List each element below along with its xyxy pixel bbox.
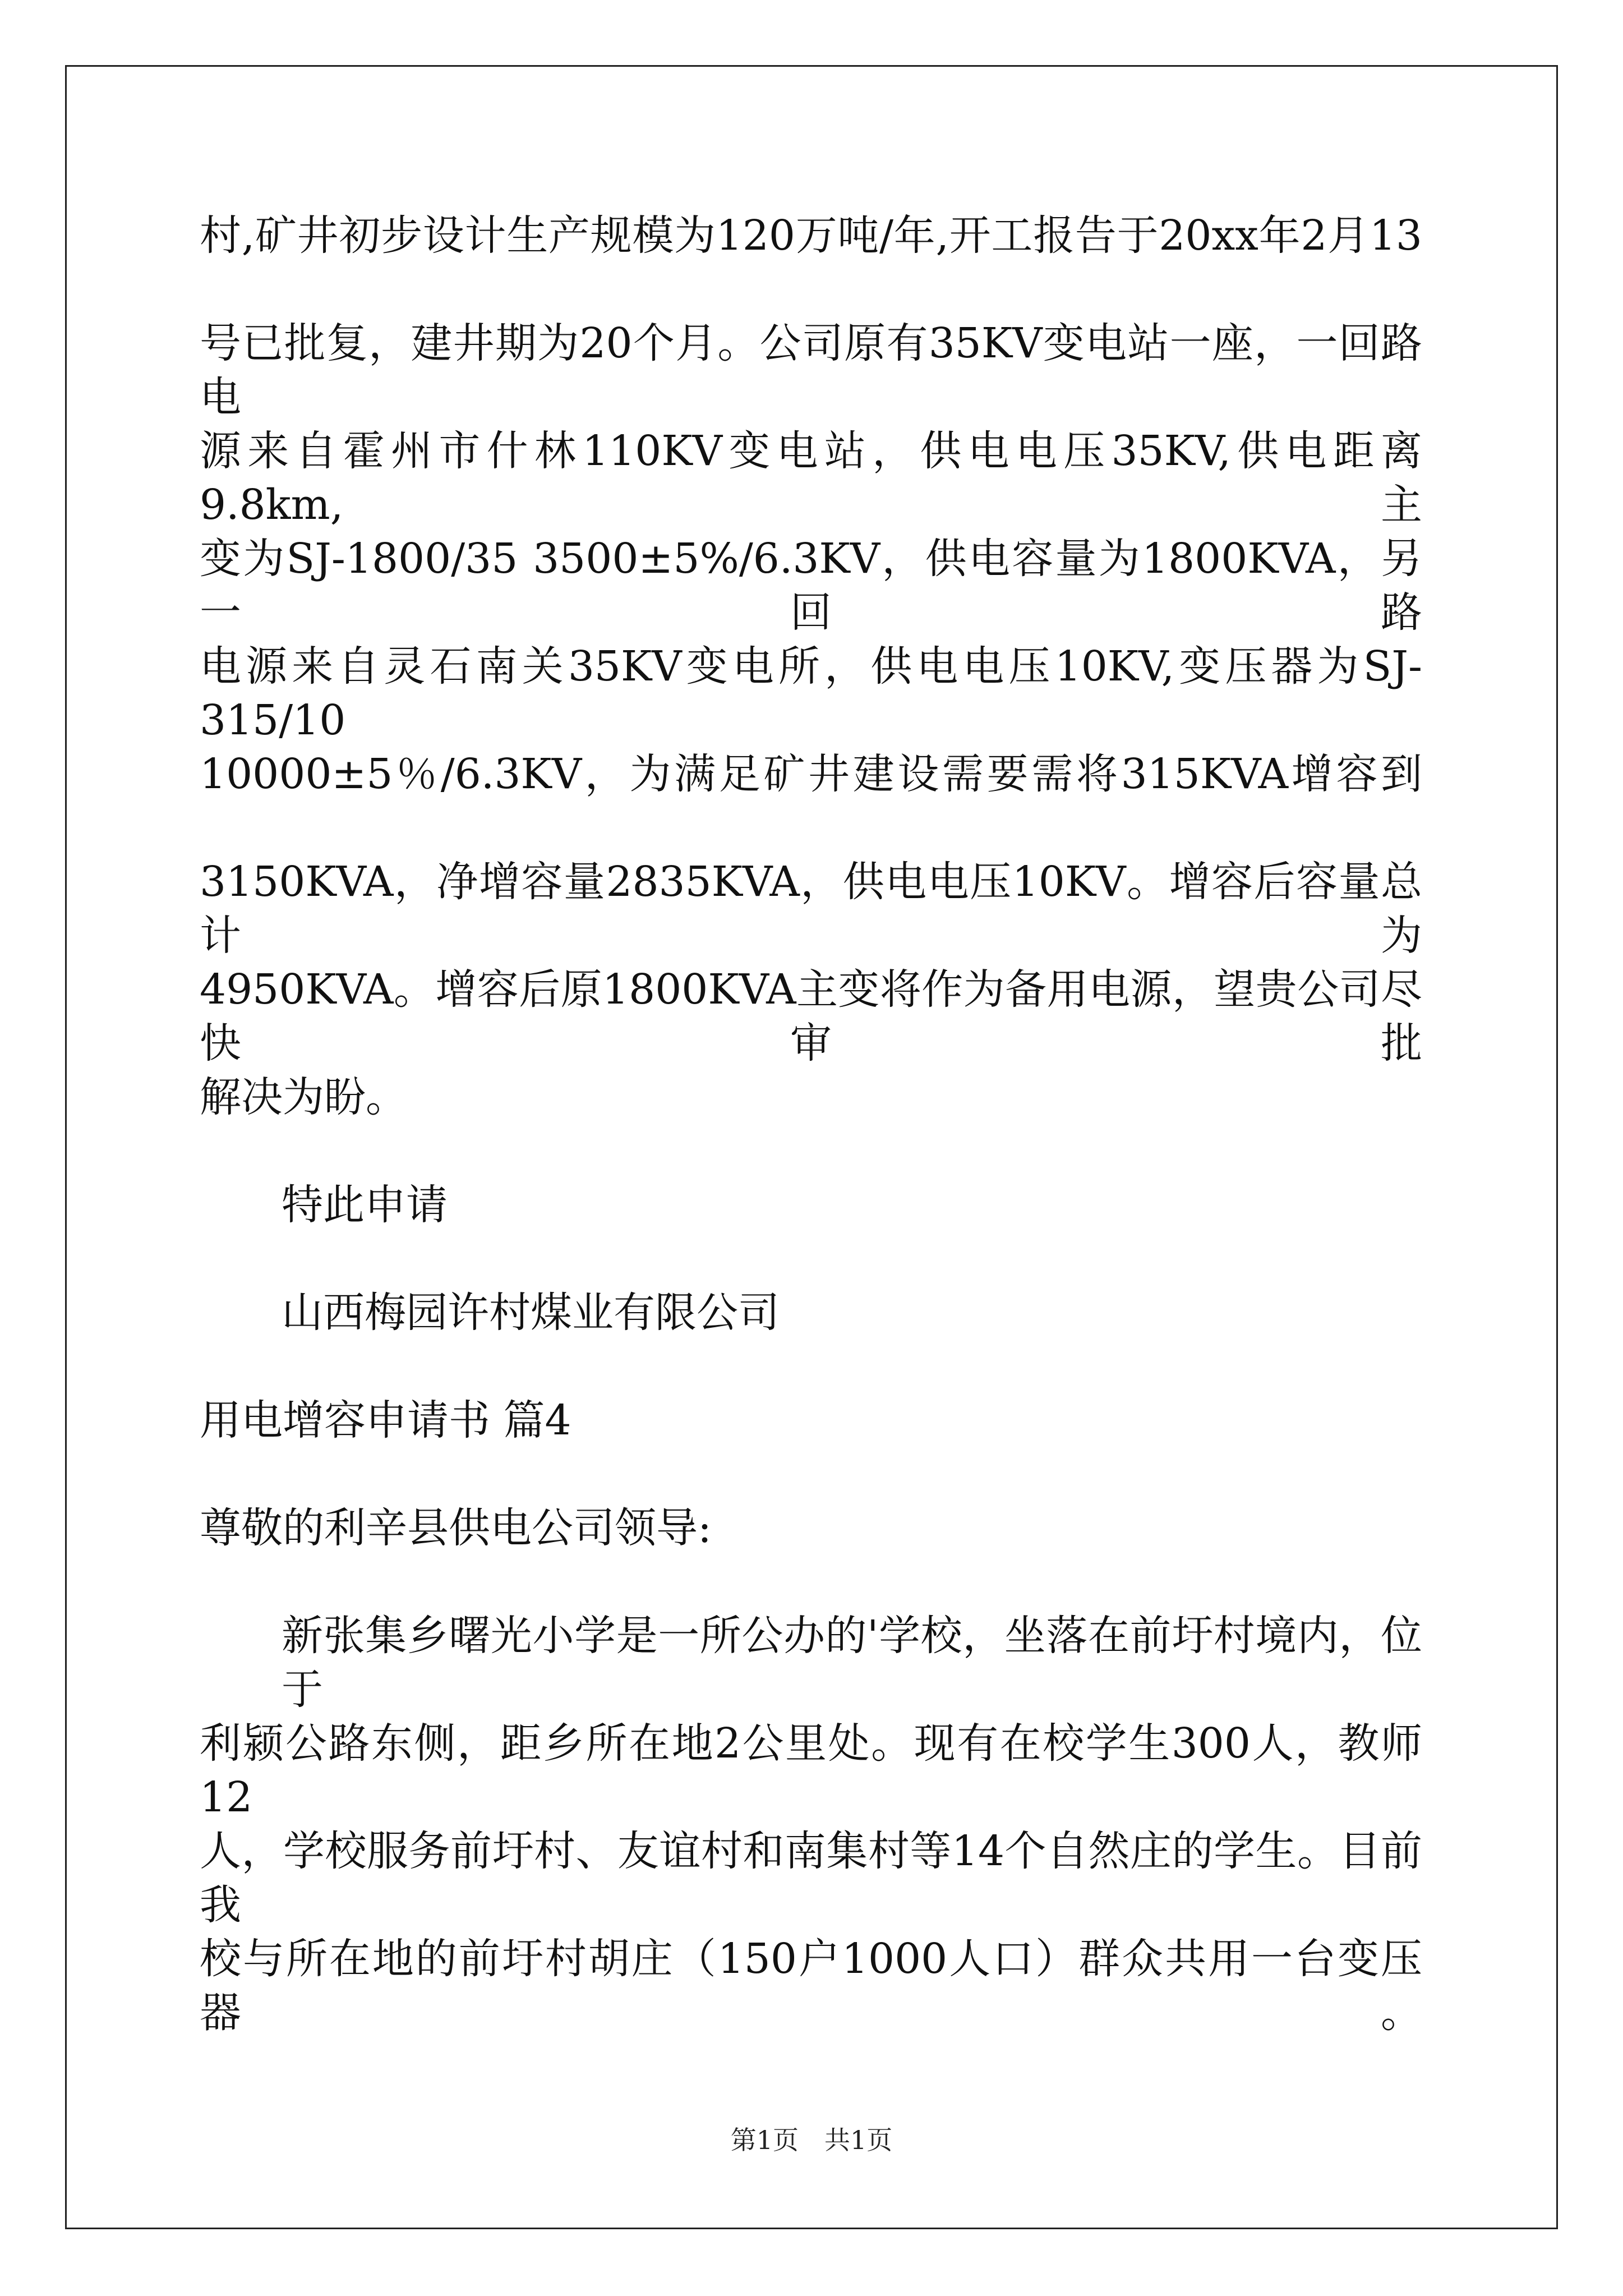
- body-line-2: 号已批复，建井期为20个月。公司原有35KV变电站一座，一回路电: [200, 319, 1422, 421]
- body-line-15: 利颍公路东侧，距乡所在地2公里处。现有在校学生300人，教师12: [200, 1719, 1422, 1821]
- body-line-4: 变为SJ-1800/35 3500±5%/6.3KV，供电容量为1800KVA，另一回路: [200, 535, 1422, 637]
- body-line-8: 4950KVA。增容后原1800KVA主变将作为备用电源，望贵公司尽快审批: [200, 965, 1422, 1068]
- body-line-3: 源来自霍州市什林110KV变电站，供电电压35KV,供电距离9.8km,主: [200, 427, 1422, 529]
- body-line-17: 校与所在地的前圩村胡庄（150户1000人口）群众共用一台变压器。: [200, 1935, 1422, 2037]
- page-number-footer: 第1页 共1页: [730, 2125, 893, 2155]
- body-line-9: 解决为盼。: [200, 1073, 407, 1121]
- closing-remark: 特此申请: [282, 1181, 448, 1229]
- body-line-6: 10000±5％/6.3KV，为满足矿井建设需要需将315KVA增容到: [200, 750, 1422, 798]
- body-line-14: 新张集乡曙光小学是一所公办的'学校，坐落在前圩村境内，位于: [282, 1612, 1422, 1714]
- body-line-5: 电源来自灵石南关35KV变电所，供电电压10KV,变压器为SJ-315/10: [200, 642, 1422, 744]
- body-line-7: 3150KVA，净增容量2835KVA，供电电压10KV。增容后容量总计为: [200, 858, 1422, 960]
- body-line-1: 村,矿井初步设计生产规模为120万吨/年,开工报告于20xx年2月13: [200, 211, 1422, 260]
- section-heading: 用电增容申请书 篇4: [200, 1396, 571, 1444]
- salutation: 尊敬的利辛县供电公司领导:: [200, 1504, 712, 1552]
- signature-company: 山西梅园许村煤业有限公司: [282, 1289, 780, 1337]
- body-line-16: 人，学校服务前圩村、友谊村和南集村等14个自然庄的学生。目前我: [200, 1827, 1422, 1929]
